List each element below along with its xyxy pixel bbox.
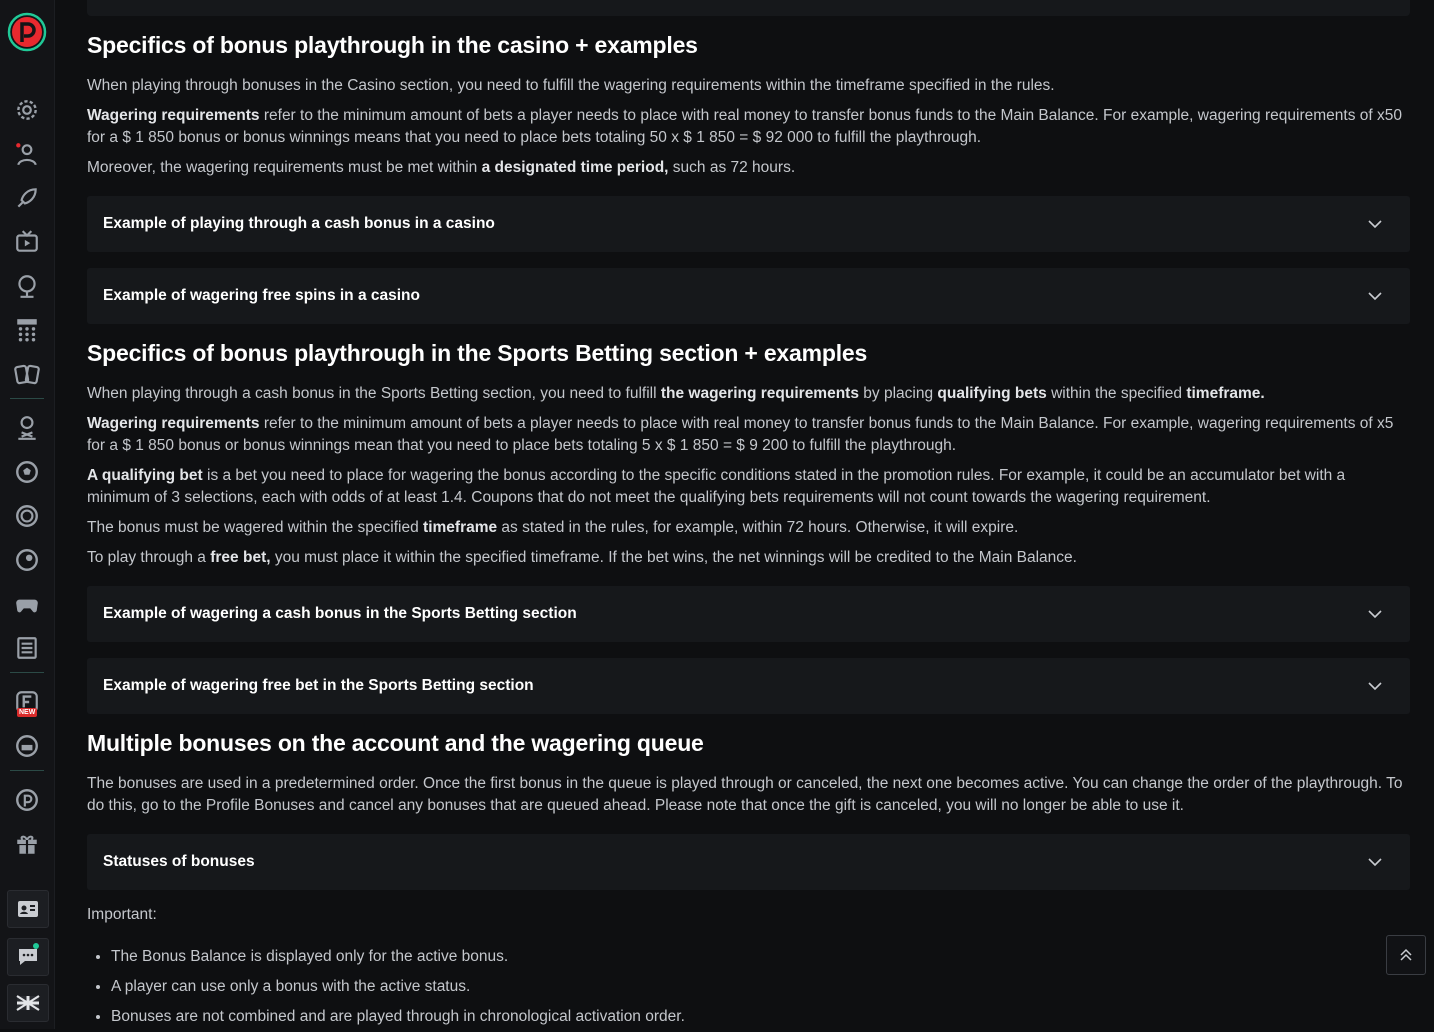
list-item: • A player can use only a bonus with the active status.	[111, 972, 685, 1002]
bold-term: Wagering requirements	[87, 415, 260, 432]
accordion-title: Example of wagering free bet in the Sports Betting section	[103, 677, 534, 694]
accordion-title: Example of playing through a cash bonus in a casino	[103, 215, 495, 232]
accordion-casino-cash-bonus[interactable]	[87, 196, 1410, 252]
list-item: • Bonuses are not combined and are played through in chronological activation order.	[111, 1002, 685, 1032]
chevron-down-icon	[1368, 679, 1382, 693]
sidebar-divider	[10, 672, 44, 673]
bold-term: A qualifying bet	[87, 467, 203, 484]
bold-term: Wagering requirements	[87, 107, 260, 124]
paragraph: Wagering requirements refer to the minimum amount of bets a player needs to place with real money to transfer bonus funds to the Main Balance. For example, wagering requirements of x5 for a $ 1 850 bonus or bonus winnings mean that you need to place bets totaling 5 x $ 1 850 = $ 9 200 to fulfill the playthrough.	[87, 415, 1394, 454]
paragraph: Moreover, the wagering requirements must be met within a designated time period, such as 72 hours.	[87, 159, 796, 176]
previous-accordion-bottom	[87, 0, 1410, 16]
cards-icon[interactable]	[13, 360, 41, 388]
paragraph: The bonuses are used in a predetermined order. Once the first bonus in the queue is played through or canceled, the next one becomes active. You can change the order of the playthrough. To do this, go to the Profile Bonuses and cancel any bonuses that are queued ahead. Please note that once the gift is canceled, you will no longer be able to use it.	[87, 775, 1403, 814]
paragraph: The bonus must be wagered within the specified timeframe as stated in the rules, for example, within 72 hours. Otherwise, it will expire.	[87, 519, 1019, 536]
important-list	[87, 942, 685, 1032]
paragraph: A qualifying bet is a bet you need to place for wagering the bonus according to the specific conditions stated in the promotion rules. For example, it could be an accumulator bet with a minimum of 3 selections, each with odds of at least 1.4. Coupons that do not meet the qualifying bets requirements will not count towards the wagering requirement.	[87, 467, 1346, 506]
section-title-sports: Specifics of bonus playthrough in the Sports Betting section + examples	[87, 340, 868, 366]
virtual-sports-icon[interactable]	[13, 546, 41, 574]
accordion-title: Example of wagering free spins in a casino	[103, 287, 420, 304]
logo-icon[interactable]	[7, 12, 47, 52]
bold-term: a designated time period,	[481, 159, 669, 176]
online-status-dot	[33, 943, 39, 949]
sidebar-divider	[10, 398, 44, 399]
double-chevron-up-icon	[1398, 947, 1414, 963]
sidebar	[0, 0, 55, 1029]
bingo-icon[interactable]	[13, 316, 41, 344]
esports-icon[interactable]	[13, 414, 41, 442]
bold-term: the wagering requirements	[660, 385, 859, 402]
sidebar-divider	[10, 770, 44, 771]
bold-term: free bet,	[210, 549, 271, 566]
chevron-down-icon	[1368, 289, 1382, 303]
accordion-title: Statuses of bonuses	[103, 853, 255, 870]
gamepad-icon[interactable]	[13, 590, 41, 618]
paragraph: When playing through bonuses in the Casino section, you need to fulfill the wagering requirements within the timeframe specified in the rules.	[87, 77, 1055, 94]
profile-card-icon[interactable]	[7, 890, 49, 928]
accordion-sports-cash-bonus[interactable]	[87, 586, 1410, 642]
gift-icon[interactable]	[13, 830, 41, 858]
paragraph: To play through a free bet, you must place it within the specified timeframe. If the bet wins, the net winnings will be credited to the Main Balance.	[87, 549, 1077, 566]
paragraph: When playing through a cash bonus in the Sports Betting section, you need to fulfill the wagering requirements by placing qualifying bets within the specified timeframe.	[87, 385, 1265, 402]
tv-games-icon[interactable]	[13, 228, 41, 256]
chat-icon[interactable]	[7, 938, 49, 976]
bold-term: timeframe.	[1186, 385, 1265, 402]
target-icon[interactable]	[13, 502, 41, 530]
promo-icon[interactable]	[13, 786, 41, 814]
rocket-icon[interactable]	[13, 184, 41, 212]
language-flag-icon[interactable]	[7, 984, 49, 1022]
section-title-queue: Multiple bonuses on the account and the wagering queue	[87, 730, 704, 756]
bold-term: qualifying bets	[937, 385, 1047, 402]
list-item: • The Bonus Balance is displayed only for the active bonus.	[111, 942, 685, 972]
lottery-icon[interactable]	[13, 272, 41, 300]
scroll-to-top-button[interactable]	[1386, 935, 1426, 975]
chevron-down-icon	[1368, 855, 1382, 869]
accordion-sports-free-bet[interactable]	[87, 658, 1410, 714]
esports-gamepad-icon[interactable]	[13, 732, 41, 760]
accordion-casino-free-spins[interactable]	[87, 268, 1410, 324]
accordion-title: Example of wagering a cash bonus in the Sports Betting section	[103, 605, 577, 622]
settings-icon[interactable]	[13, 96, 41, 124]
new-badge: NEW	[19, 709, 36, 716]
football-icon[interactable]	[13, 458, 41, 486]
paragraph: Wagering requirements refer to the minimum amount of bets a player needs to place with real money to transfer bonus funds to the Main Balance. For example, wagering requirements of x50 for a $ 1 850 bonus or bonus winnings means that you need to place bets totaling 50 x $ 1 850 = $ 92 000 to fulfill the playthrough.	[87, 107, 1402, 146]
chevron-down-icon	[1368, 607, 1382, 621]
bold-term: timeframe	[423, 519, 498, 536]
section-title-casino: Specifics of bonus playthrough in the casino + examples	[87, 32, 698, 58]
accordion-statuses-of-bonuses[interactable]	[87, 834, 1410, 890]
important-label: Important:	[87, 906, 157, 923]
results-icon[interactable]	[13, 634, 41, 662]
live-dealer-icon[interactable]	[13, 140, 41, 168]
chevron-down-icon	[1368, 217, 1382, 231]
